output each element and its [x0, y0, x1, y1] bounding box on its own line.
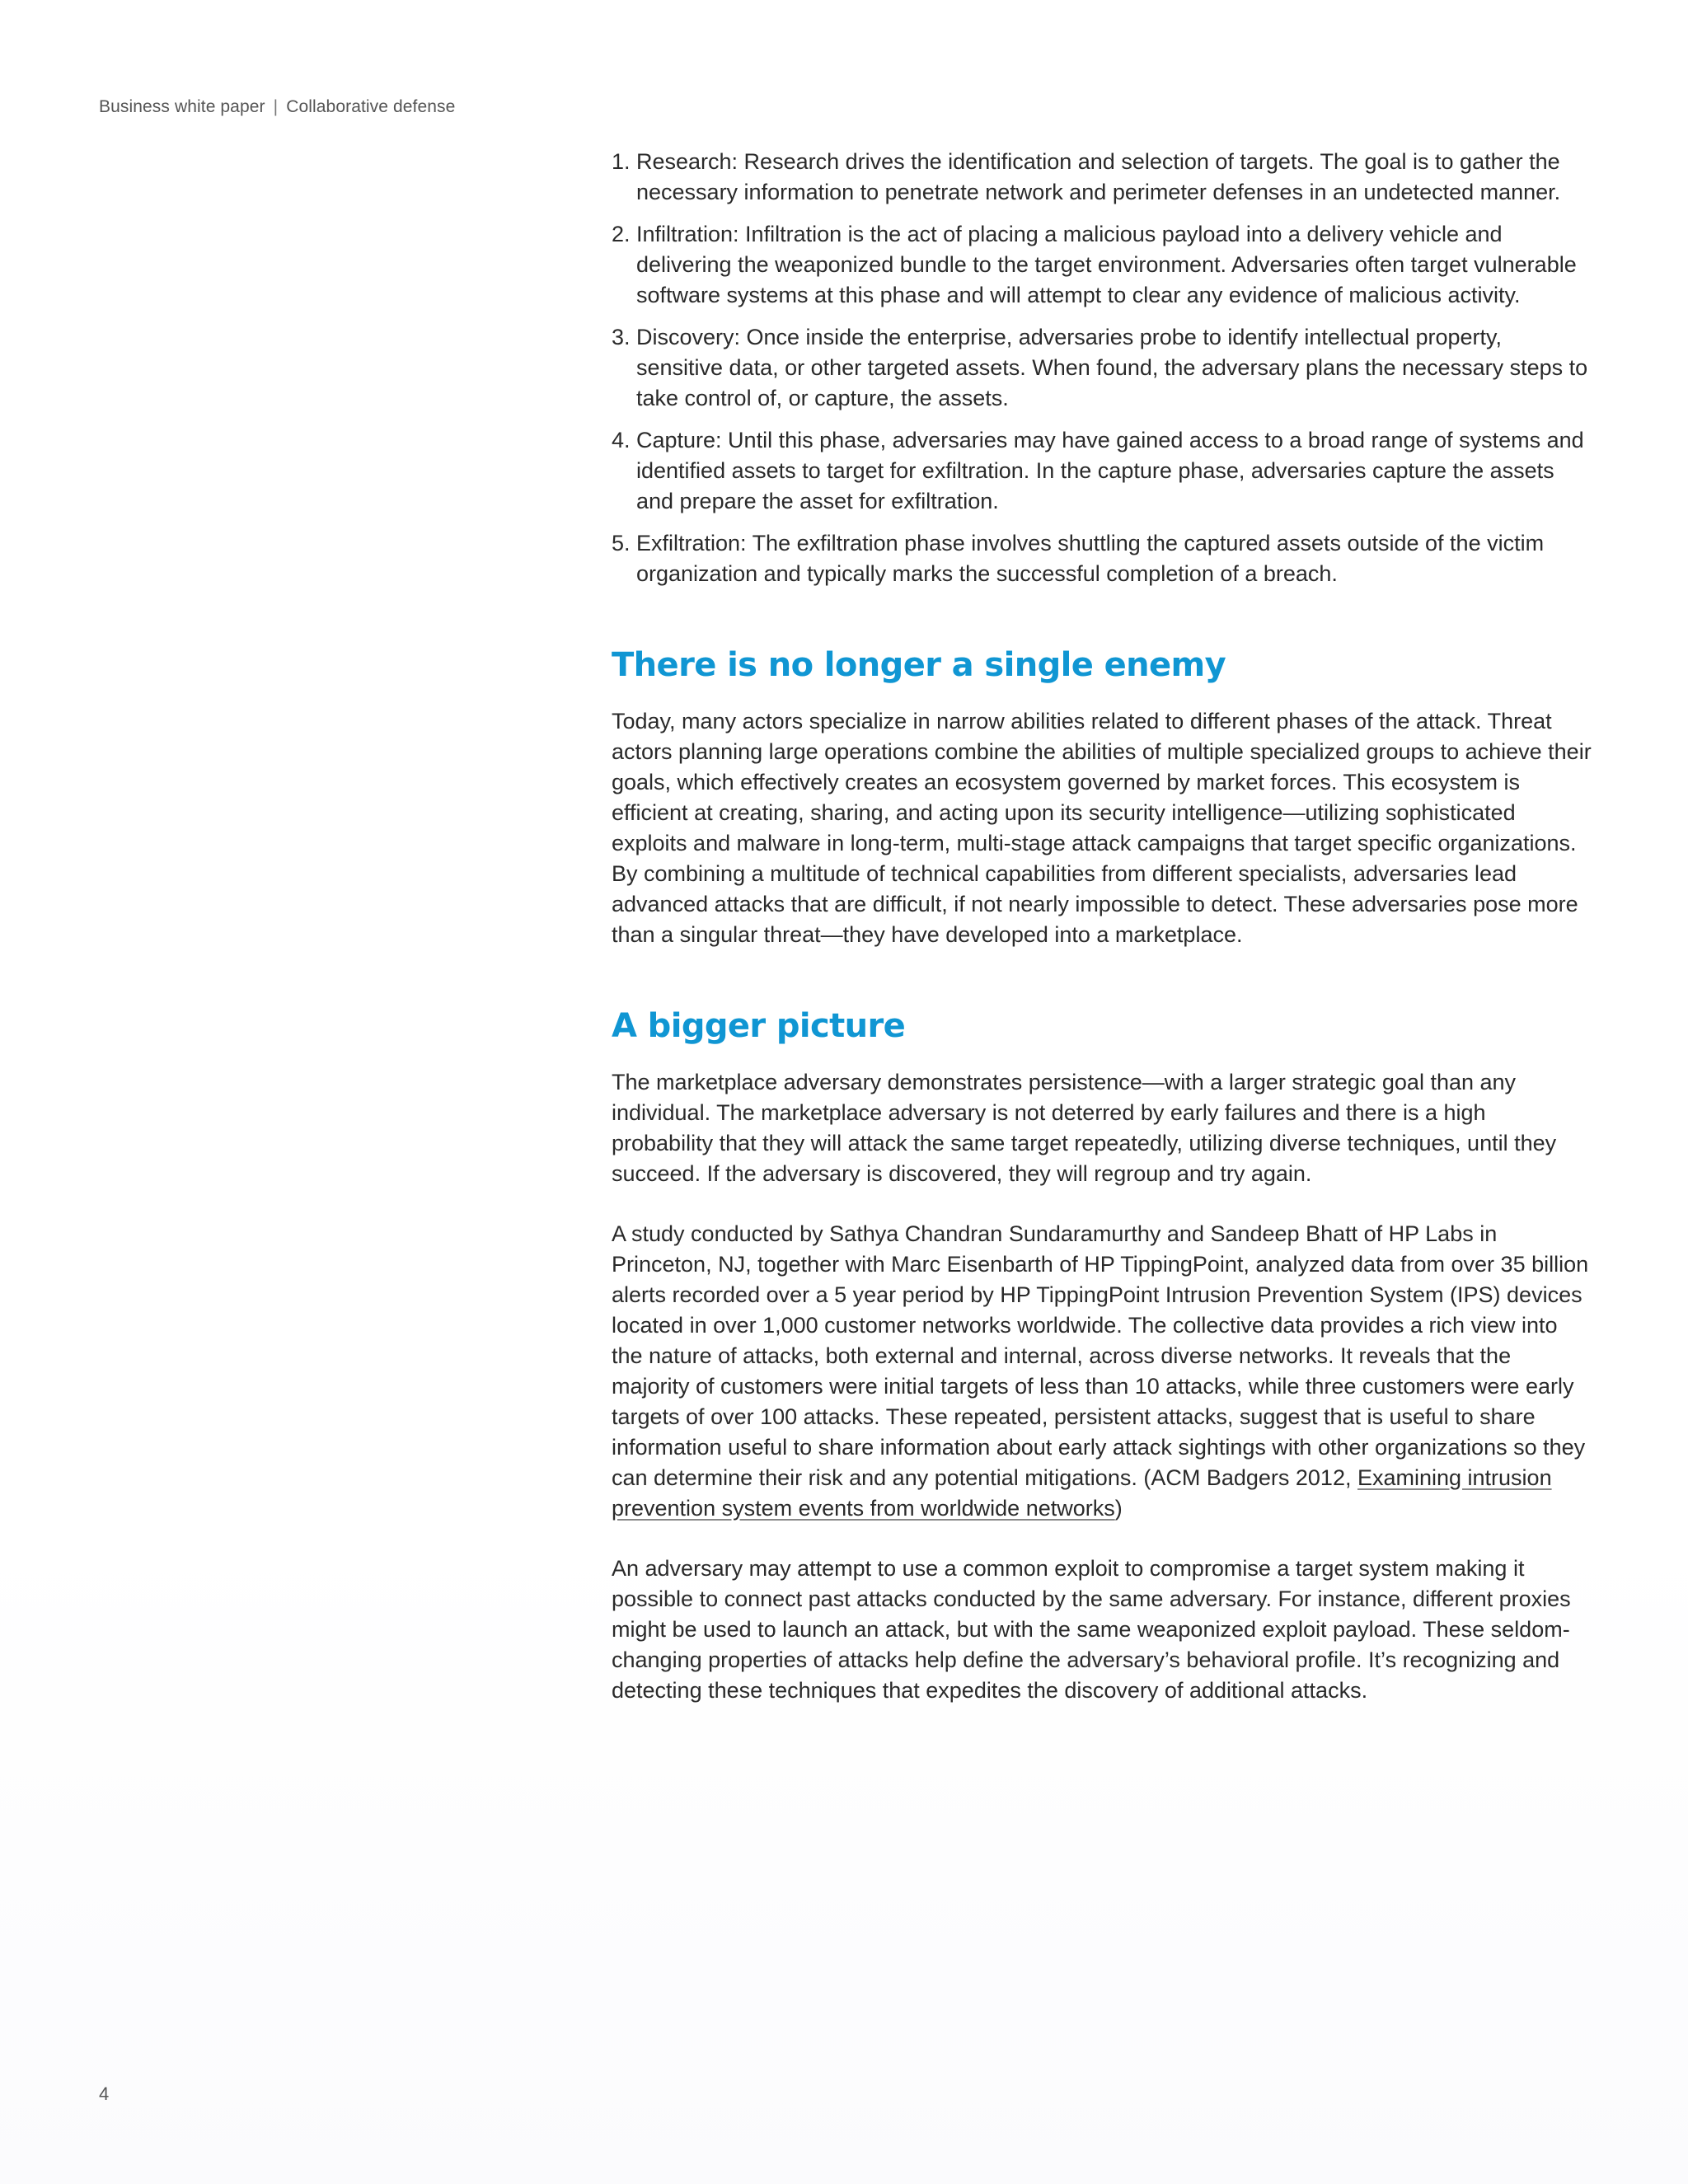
list-item-number: 4.	[612, 428, 631, 452]
section-heading-wrap	[612, 1005, 1592, 1047]
paragraph-hp-labs-study	[612, 1219, 1592, 1524]
list-item-number: 1.	[612, 149, 631, 174]
doc-type-label: Business white paper	[99, 97, 265, 116]
page-number: 4	[99, 2083, 110, 2104]
paragraph-single-enemy: Today, many actors specialize in narrow abilities related to different phases of the attack. Threat actors planning large operations combine the abilities of multiple specialized groups to achieve their goals, which effectively creates an ecosystem governed by market forces. This ecosystem is efficient at creating, sharing, and acting upon its security intelligence—utilizing sophisticated exploits and malware in long-term, multi-stage attack campaigns that target specific organizations. By combining a multitude of technical capabilities from different specialists, adversaries lead advanced attacks that are difficult, if not nearly impossible to detect. These adversaries pose more than a singular threat—they have developed into a marketplace.	[612, 709, 1592, 947]
list-item-number: 5.	[612, 531, 631, 555]
reference-link[interactable]: Examining intrusion prevention system events from worldwide networks	[612, 1465, 1552, 1521]
section-heading-bigger-picture: A bigger picture	[612, 1007, 906, 1045]
list-item-text: Research: Research drives the identification and selection of targets. The goal is to gather the necessary information to penetrate network and perimeter defenses in an undetected manner.	[636, 149, 1561, 204]
section-heading-wrap	[612, 644, 1592, 687]
list-item-text: Infiltration: Infiltration is the act of placing a malicious payload into a delivery vehicle and delivering the weaponized bundle to the target environment. Adversaries often target vulnerable software systems at this phase and will attempt to clear any evidence of malicious activity.	[636, 222, 1577, 307]
study-text-end: )	[1114, 1496, 1123, 1521]
list-item-number: 2.	[612, 222, 631, 246]
attack-phase-list	[612, 147, 1592, 589]
header-separator: |	[273, 97, 279, 116]
list-item	[612, 147, 1592, 208]
main-content	[612, 147, 1592, 1736]
list-item	[612, 322, 1592, 414]
list-item	[612, 425, 1592, 517]
list-item-text: Capture: Until this phase, adversaries may have gained access to a broad range of systems and identified assets to target for exfiltration. In the capture phase, adversaries capture the assets and prepare the asset for exfiltration.	[636, 428, 1584, 513]
list-item-text: Exfiltration: The exfiltration phase involves shuttling the captured assets outside of the victim organization and typically marks the successful completion of a breach.	[636, 531, 1545, 586]
list-item-number: 3.	[612, 325, 631, 349]
paragraph-behavioral-profile: An adversary may attempt to use a common exploit to compromise a target system making it possible to connect past attacks conducted by the same adversary. For instance, different proxies might be used to launch an attack, but with the same weaponized exploit payload. These seldom-changing properties of attacks help define the adversary’s behavioral profile. It’s recognizing and detecting these techniques that expedites the discovery of additional attacks.	[612, 1556, 1571, 1703]
study-text: A study conducted by Sathya Chandran Sundaramurthy and Sandeep Bhatt of HP Labs in Princeton, NJ, together with Marc Eisenbarth of HP TippingPoint, analyzed data from over 35 billion alerts recorded over a 5 year period by HP TippingPoint Intrusion Prevention System (IPS) devices located in over 1,000 customer networks worldwide. The collective data provides a rich view into the nature of attacks, both external and internal, across diverse networks. It reveals that the majority of customers were initial targets of less than 10 attacks, while three customers were early targets of over 100 attacks. These repeated, persistent attacks, suggest that is useful to share information useful to share information about early attack sightings with other organizations so they can determine their risk and any potential mitigations. (ACM Badgers 2012,	[612, 1221, 1589, 1490]
paragraph-marketplace-adversary: The marketplace adversary demonstrates persistence—with a larger strategic goal than any individual. The marketplace adversary is not deterred by early failures and there is a high probability that they will attack the same target repeatedly, utilizing diverse techniques, until they succeed. If the adversary is discovered, they will regroup and try again.	[612, 1070, 1557, 1186]
running-header	[99, 97, 455, 117]
list-item-text: Discovery: Once inside the enterprise, adversaries probe to identify intellectual property, sensitive data, or other targeted assets. When found, the adversary plans the necessary steps to take control of, or capture, the assets.	[636, 325, 1588, 410]
section-label: Collaborative defense	[286, 97, 456, 116]
section-heading-single-enemy: There is no longer a single enemy	[612, 646, 1226, 684]
list-item	[612, 528, 1592, 589]
list-item	[612, 219, 1592, 311]
